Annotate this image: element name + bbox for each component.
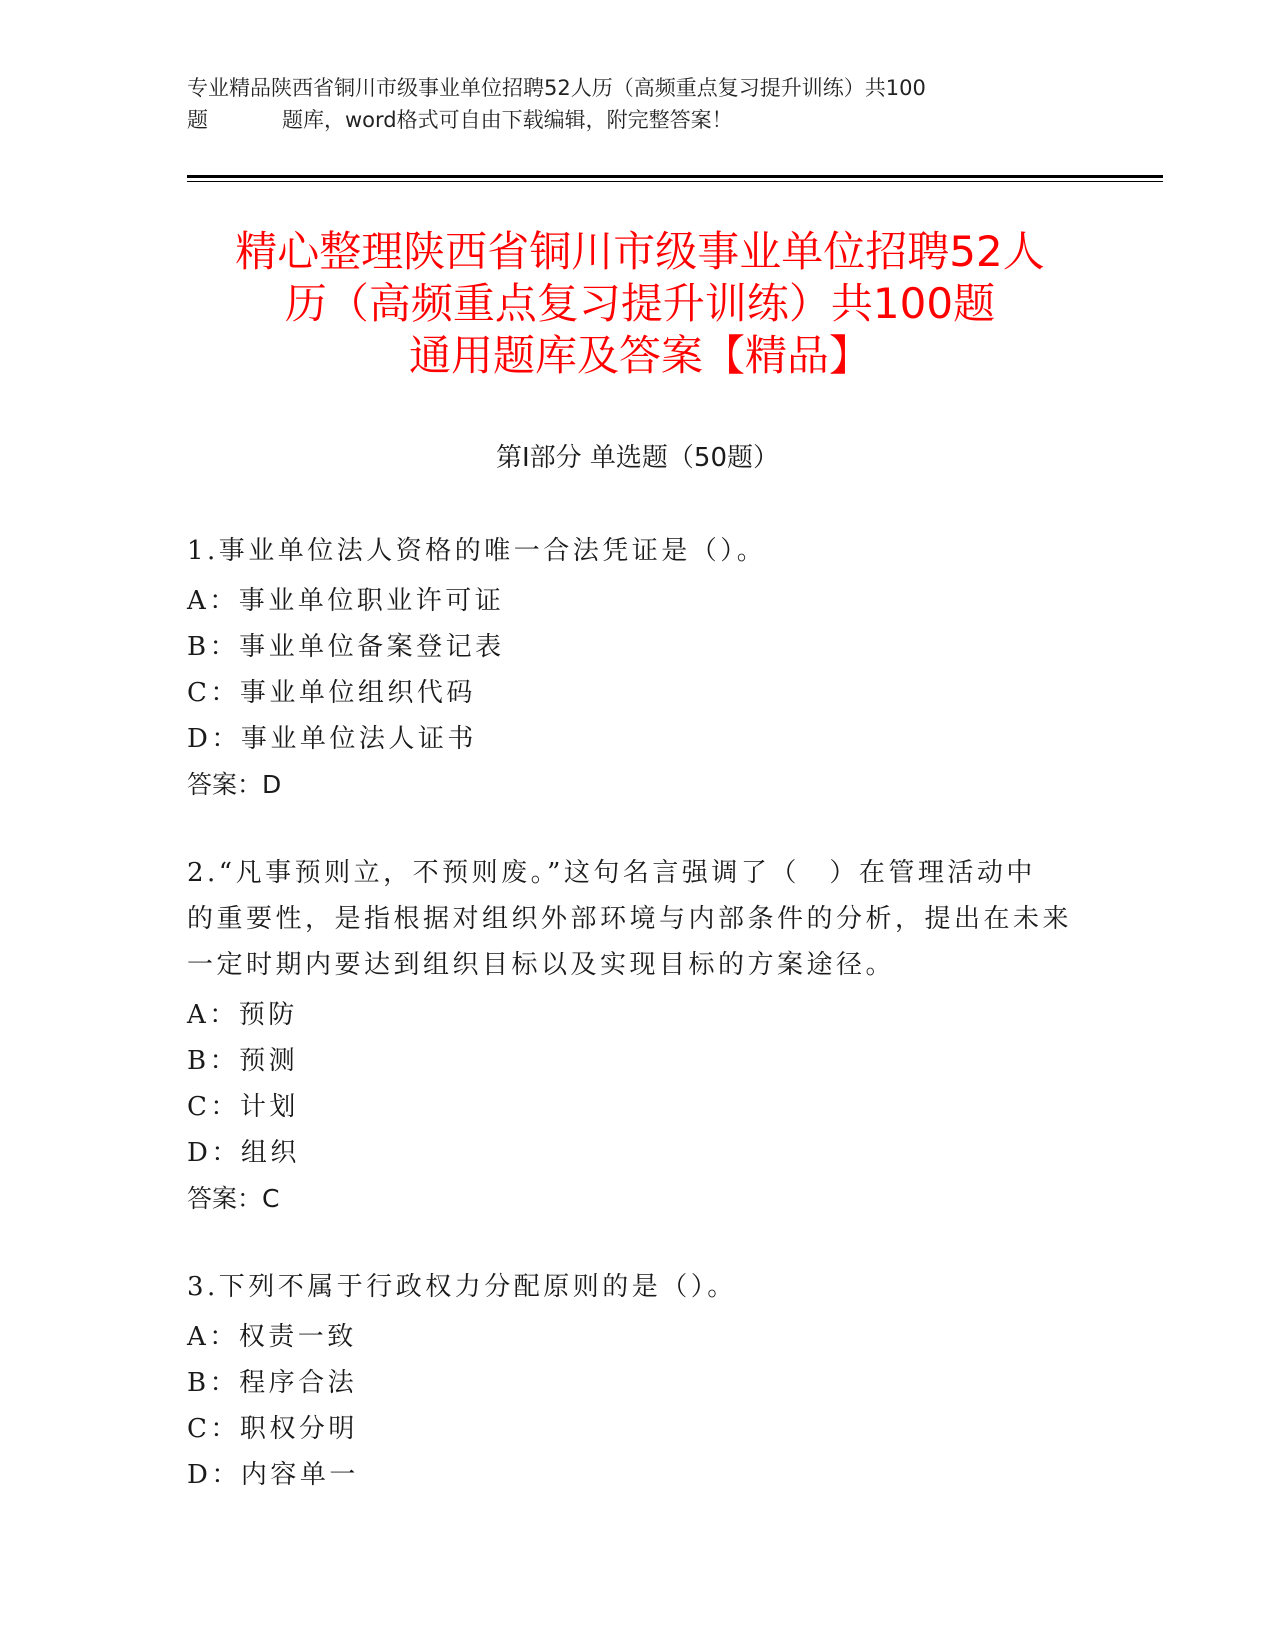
answer-option: C：计划	[187, 1092, 299, 1122]
question-stem	[187, 528, 1077, 574]
question-stem-line: 3.下列不属于行政权力分配原则的是（）。	[187, 1272, 737, 1302]
question-list	[187, 528, 1077, 1540]
document-title-line-2: 历（高频重点复习提升训练）共100题	[284, 279, 996, 328]
answer-option: D：内容单一	[187, 1460, 359, 1490]
answer-option: A：预防	[187, 1000, 298, 1030]
answer-option: D：事业单位法人证书	[187, 724, 477, 754]
header-note-line-2-start: 题	[187, 108, 208, 132]
document-title-line-3: 通用题库及答案【精品】	[408, 331, 871, 380]
section-title: 第Ⅰ部分 单选题（50题）	[495, 443, 780, 473]
question-item	[187, 1264, 1077, 1498]
answer-option: C：职权分明	[187, 1414, 358, 1444]
question-item	[187, 528, 1077, 808]
answer-key: 答案：D	[187, 770, 282, 799]
header-divider-thick	[187, 175, 1163, 178]
header-divider-thin	[187, 181, 1163, 182]
header-note-line-2-end: 题库，word格式可自由下载编辑，附完整答案！	[282, 108, 733, 132]
question-stem-line: 1.事业单位法人资格的唯一合法凭证是（）。	[187, 536, 767, 566]
header-note-line-1: 专业精品陕西省铜川市级事业单位招聘52人历（高频重点复习提升训练）共100	[187, 76, 926, 100]
answer-key: 答案：C	[187, 1184, 280, 1213]
question-stem-line: 2.“凡事预则立，不预则废。”这句名言强调了（ ）在管理活动中	[187, 858, 1036, 888]
answer-option: D：组织	[187, 1138, 300, 1168]
answer-option: B：事业单位备案登记表	[187, 632, 505, 662]
question-stem	[187, 850, 1077, 988]
header-note-line-2	[187, 104, 1087, 136]
answer-option: C：事业单位组织代码	[187, 678, 476, 708]
question-stem-line: 一定时期内要达到组织目标以及实现目标的方案途径。	[187, 950, 896, 980]
question-stem	[187, 1264, 1077, 1310]
answer-option: A：权责一致	[187, 1322, 357, 1352]
header-note	[187, 72, 1087, 136]
question-item	[187, 850, 1077, 1222]
document-title	[170, 226, 1110, 382]
document-title-line-1: 精心整理陕西省铜川市级事业单位招聘52人	[235, 227, 1045, 276]
answer-option: B：预测	[187, 1046, 299, 1076]
answer-option: A：事业单位职业许可证	[187, 586, 505, 616]
answer-option: B：程序合法	[187, 1368, 358, 1398]
question-stem-line: 的重要性，是指根据对组织外部环境与内部条件的分析，提出在未来	[187, 904, 1073, 934]
